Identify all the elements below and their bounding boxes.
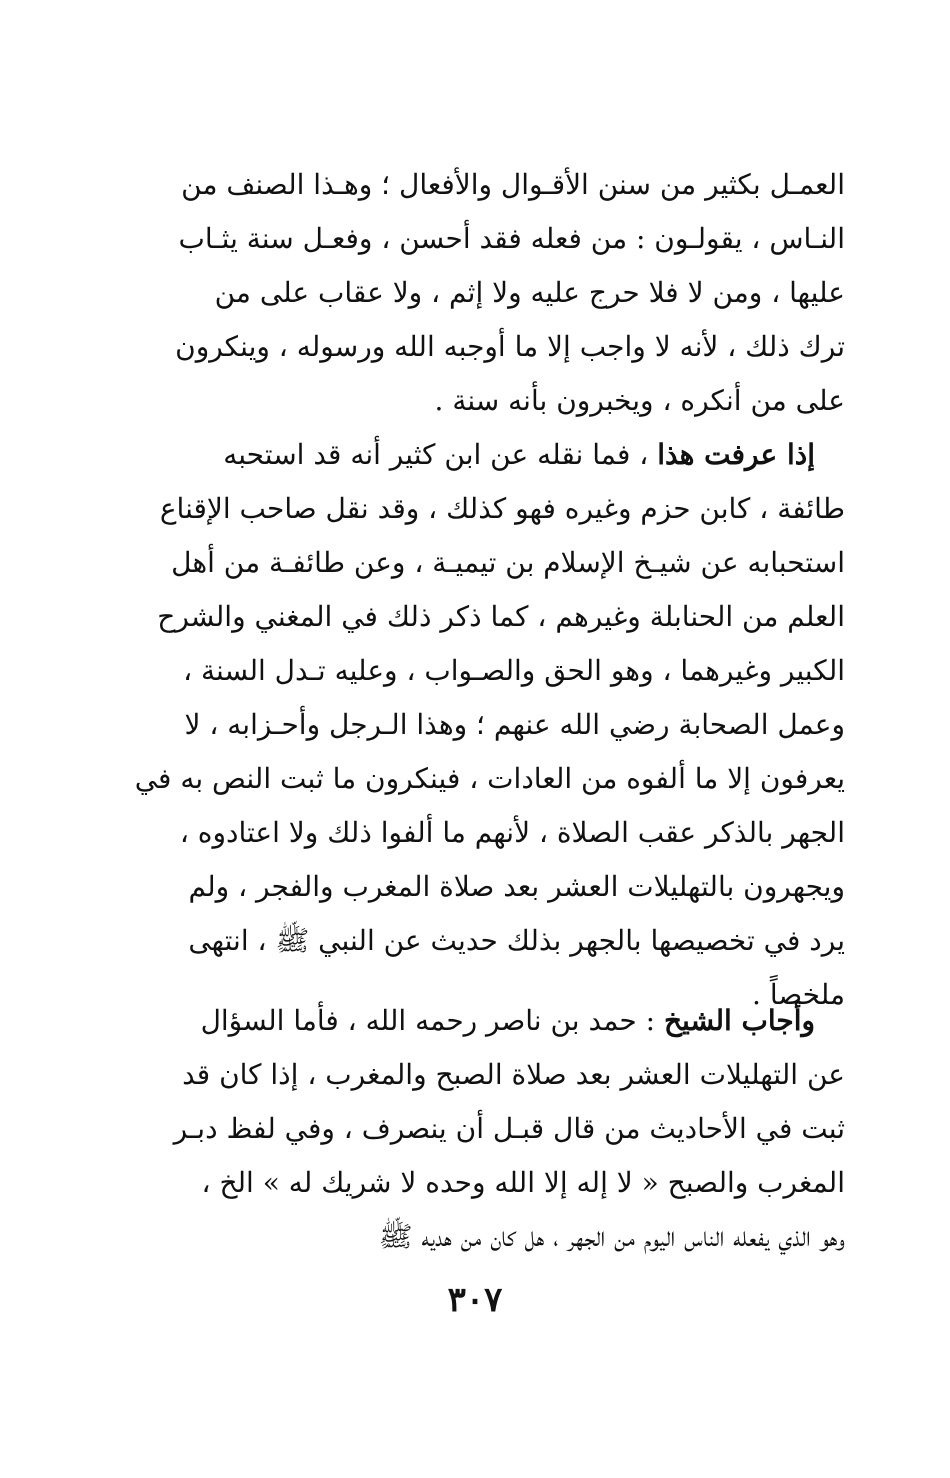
- text-line: ثبت في الأحاديث من قال قبـل أن ينصرف ، وفي لفظ دبـر: [173, 1112, 845, 1145]
- text-line: على من أنكره ، ويخبرون بأنه سنة .: [434, 384, 845, 417]
- paragraph-3: [105, 994, 845, 1264]
- text-line: وهو الذي يفعله الناس اليوم من الجهر ، هل كان من هديه ﷺ: [378, 1220, 845, 1253]
- text-line: ويجهرون بالتهليلات العشر بعد صلاة المغرب والفجر ، ولم: [188, 870, 845, 903]
- text-line: الجهر بالذكر عقب الصلاة ، لأنهم ما ألفوا ذلك ولا اعتادوه ،: [179, 816, 845, 849]
- text-line: طائفة ، كابن حزم وغيره فهو كذلك ، وقد نقل صاحب الإقناع: [159, 492, 845, 525]
- text-line: العلم من الحنابلة وغيرهم ، كما ذكر ذلك في المغني والشرح: [157, 600, 845, 633]
- text-line: العمـل بكثير من سنن الأقـوال والأفعال ؛ وهـذا الصنف من: [181, 168, 845, 201]
- paragraph-lead: وأجاب الشيخ: [663, 1004, 815, 1037]
- paragraph-1: [105, 158, 845, 428]
- text-line: الكبير وغيرهما ، وهو الحق والصـواب ، وعليه تـدل السنة ،: [183, 654, 845, 687]
- text-line: عليها ، ومن لا فلا حرج عليه ولا إثم ، ولا عقاب على من: [214, 276, 845, 309]
- text-line: النـاس ، يقولـون : من فعله فقد أحسن ، وفعـل سنة يثـاب: [178, 222, 845, 255]
- text-line: المغرب والصبح « لا إله إلا الله وحده لا شريك له » الخ ،: [201, 1166, 845, 1199]
- first-line-rest: ، فما نقله عن ابن كثير أنه قد استحبه: [223, 438, 658, 471]
- paragraph-lead: إذا عرفت هذا: [657, 438, 815, 471]
- text-line: وعمل الصحابة رضي الله عنهم ؛ وهذا الـرجل وأحـزابه ، لا: [184, 708, 845, 741]
- text-line-first: [105, 994, 845, 1048]
- text-line: ملخصاً .: [752, 978, 845, 1011]
- first-line-rest: : حمد بن ناصر رحمه الله ، فأما السؤال: [200, 1004, 664, 1037]
- text-line: ترك ذلك ، لأنه لا واجب إلا ما أوجبه الله ورسوله ، وينكرون: [175, 330, 845, 363]
- text-line: يعرفون إلا ما ألفوه من العادات ، فينكرون ما ثبت النص به في: [134, 762, 845, 795]
- page-number: ٣٠٧: [447, 1280, 503, 1320]
- text-line: استحبابه عن شيـخ الإسلام بن تيميـة ، وعن طائفـة من أهل: [171, 546, 845, 579]
- text-line: عن التهليلات العشر بعد صلاة الصبح والمغرب ، إذا كان قد: [182, 1058, 845, 1091]
- text-line: يرد في تخصيصها بالجهر بذلك حديث عن النبي ﷺ ، انتهى: [188, 924, 845, 957]
- text-line-first: [105, 428, 845, 482]
- paragraph-2: [105, 428, 845, 1022]
